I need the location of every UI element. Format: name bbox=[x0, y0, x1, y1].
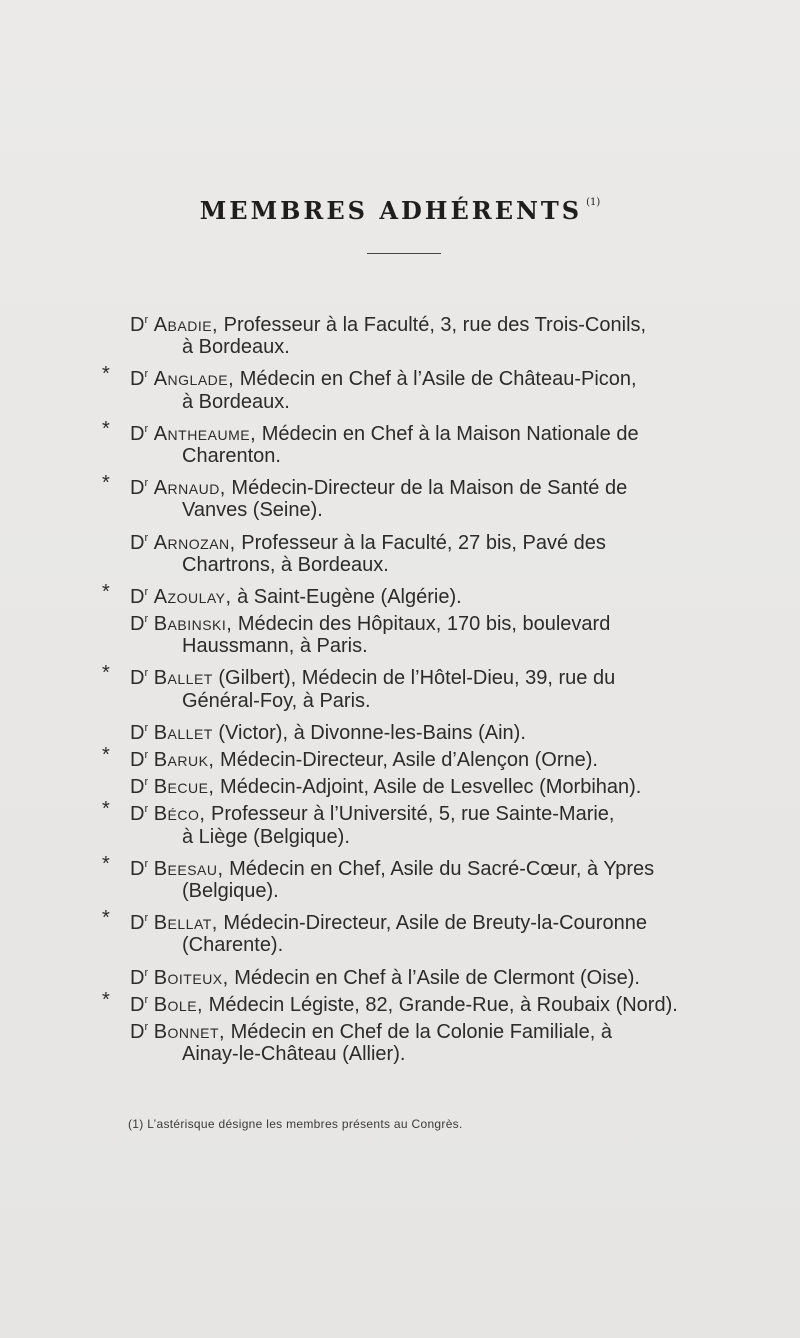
member-entry bbox=[0, 742, 800, 769]
doctor-title-sup: r bbox=[144, 993, 149, 1006]
member-entry bbox=[0, 660, 800, 714]
present-asterisk: * bbox=[102, 852, 110, 875]
doctor-title: $D^r$ bbox=[130, 749, 149, 771]
member-details: (Gilbert), Médecin de l’Hôtel-Dieu, 39, rue du bbox=[212, 667, 616, 690]
member-line bbox=[0, 796, 800, 826]
member-entry bbox=[0, 987, 800, 1014]
doctor-title-sup: r bbox=[144, 749, 149, 761]
member-entry bbox=[0, 851, 800, 905]
member-details: Professeur à la Faculté, 27 bis, Pavé des bbox=[235, 531, 606, 554]
member-details-continued: Général-Foy, à Paris. bbox=[182, 689, 371, 712]
member-line bbox=[0, 579, 800, 606]
member-name: Anglade, bbox=[153, 368, 235, 391]
present-asterisk: * bbox=[102, 907, 110, 930]
member-name: Babinski, bbox=[153, 613, 233, 636]
member-details: Médecin Légiste, 82, Grande-Rue, à Roubaix (Nord). bbox=[203, 993, 678, 1016]
member-name: Bonnet, bbox=[153, 1020, 226, 1043]
member-details: Médecin-Directeur de la Maison de Santé de bbox=[225, 477, 628, 500]
doctor-title-sup: r bbox=[144, 613, 149, 626]
doctor-title-sup: r bbox=[144, 477, 149, 490]
doctor-title-sup: r bbox=[144, 531, 149, 544]
member-line bbox=[0, 470, 800, 500]
page-title-text: MEMBRES ADHÉRENTS bbox=[199, 196, 583, 225]
member-line bbox=[0, 1014, 800, 1041]
doctor-title-sup: r bbox=[144, 721, 149, 734]
doctor-title: $D^r$ bbox=[130, 912, 149, 935]
doctor-title: $D^r$ bbox=[130, 667, 149, 690]
member-details: Médecin en Chef à l’Asile de Château-Picon, bbox=[234, 368, 637, 391]
member-entry bbox=[0, 416, 800, 470]
member-line bbox=[0, 660, 800, 690]
doctor-title-sup: r bbox=[144, 803, 149, 816]
doctor-title-sup: r bbox=[144, 776, 149, 789]
footnote: (1) L’astérisque désigne les membres présents au Congrès. bbox=[128, 1117, 463, 1131]
member-name: Bole, bbox=[153, 993, 204, 1016]
member-details: à Saint-Eugène (Algérie). bbox=[231, 585, 462, 608]
member-name: Arnaud, bbox=[153, 477, 226, 500]
present-asterisk: * bbox=[102, 580, 110, 603]
doctor-title-sup: r bbox=[144, 422, 149, 435]
member-entry bbox=[0, 960, 800, 987]
member-details-continued: à Bordeaux. bbox=[182, 390, 290, 413]
member-details: Médecin-Directeur, Asile de Breuty-la-Couronne bbox=[217, 912, 647, 935]
member-name: Baruk, bbox=[153, 749, 215, 771]
member-details-continued: (Belgique). bbox=[182, 879, 279, 902]
member-entry bbox=[0, 715, 800, 742]
member-details-continued: à Liège (Belgique). bbox=[182, 825, 350, 848]
doctor-title: $D^r$ bbox=[130, 531, 149, 554]
doctor-title-sup: r bbox=[144, 667, 149, 680]
member-details-continued: Haussmann, à Paris. bbox=[182, 635, 368, 658]
member-details-continued: à Bordeaux. bbox=[182, 336, 290, 359]
member-name: Ballet bbox=[153, 721, 213, 744]
title-rule bbox=[367, 253, 441, 254]
doctor-title: $D^r$ bbox=[130, 314, 149, 336]
member-details: Médecin en Chef de la Colonie Familiale, à bbox=[225, 1020, 612, 1043]
member-name: Becue, bbox=[153, 776, 215, 799]
member-entry bbox=[0, 361, 800, 415]
member-line bbox=[0, 742, 800, 769]
doctor-title: $D^r$ bbox=[130, 477, 149, 500]
present-asterisk: * bbox=[102, 662, 110, 685]
member-line bbox=[0, 851, 800, 878]
member-details-continued: Vanves (Seine). bbox=[182, 499, 323, 522]
doctor-title: $D^r$ bbox=[130, 966, 149, 989]
member-details: Médecin en Chef à l’Asile de Clermont (Oise). bbox=[228, 966, 640, 989]
present-asterisk: * bbox=[102, 988, 110, 1011]
member-entry bbox=[0, 1014, 800, 1068]
member-name: Bellat, bbox=[153, 912, 218, 935]
member-details-continued: Ainay-le-Château (Allier). bbox=[182, 1043, 406, 1066]
member-line bbox=[0, 715, 800, 742]
doctor-title: $D^r$ bbox=[130, 993, 149, 1016]
present-asterisk: * bbox=[102, 472, 110, 495]
member-line bbox=[0, 960, 800, 987]
member-entry bbox=[0, 307, 800, 361]
member-list bbox=[0, 307, 800, 1068]
member-details-continued: (Charente). bbox=[182, 934, 284, 957]
doctor-title: $D^r$ bbox=[130, 1020, 149, 1043]
member-details: Professeur à la Faculté, 3, rue des Trois-Conils, bbox=[218, 314, 647, 336]
member-name: Antheaume, bbox=[153, 422, 257, 445]
member-name: Ballet bbox=[153, 667, 213, 690]
present-asterisk: * bbox=[102, 363, 110, 386]
doctor-title-sup: r bbox=[144, 966, 149, 979]
member-entry bbox=[0, 470, 800, 524]
member-line bbox=[0, 525, 800, 552]
doctor-title-sup: r bbox=[144, 585, 149, 598]
member-name: Boiteux, bbox=[153, 966, 229, 989]
doctor-title: $D^r$ bbox=[130, 613, 149, 636]
present-asterisk: * bbox=[102, 417, 110, 440]
member-details: Médecin-Adjoint, Asile de Lesvellec (Morbihan). bbox=[214, 776, 642, 799]
member-line bbox=[0, 416, 800, 443]
member-details-continued: Chartrons, à Bordeaux. bbox=[182, 553, 389, 576]
member-details: (Victor), à Divonne-les-Bains (Ain). bbox=[212, 721, 526, 744]
member-line bbox=[0, 987, 800, 1014]
member-entry bbox=[0, 606, 800, 660]
member-entry bbox=[0, 525, 800, 579]
doctor-title: $D^r$ bbox=[130, 803, 149, 826]
member-line bbox=[0, 307, 800, 334]
page-title bbox=[0, 196, 800, 225]
member-name: Beesau, bbox=[153, 857, 224, 880]
member-name: Azoulay, bbox=[153, 585, 232, 608]
member-details: Médecin en Chef, Asile du Sacré-Cœur, à Ypres bbox=[223, 857, 655, 880]
present-asterisk: * bbox=[102, 744, 110, 766]
doctor-title: $D^r$ bbox=[130, 721, 149, 744]
member-entry bbox=[0, 769, 800, 799]
member-name: Béco, bbox=[153, 803, 206, 826]
footnote-marker: (1) bbox=[586, 197, 601, 208]
doctor-title: $D^r$ bbox=[130, 585, 149, 608]
member-name: Arnozan, bbox=[153, 531, 236, 554]
member-line bbox=[0, 905, 800, 935]
present-asterisk: * bbox=[102, 798, 110, 821]
doctor-title-sup: r bbox=[144, 368, 149, 381]
doctor-title: $D^r$ bbox=[130, 776, 149, 799]
doctor-title: $D^r$ bbox=[130, 368, 149, 391]
doctor-title: $D^r$ bbox=[130, 857, 149, 880]
member-name: Abadie, bbox=[153, 314, 219, 336]
member-line bbox=[0, 606, 800, 636]
member-entry bbox=[0, 796, 800, 850]
member-entry bbox=[0, 905, 800, 959]
doctor-title: $D^r$ bbox=[130, 422, 149, 445]
member-line bbox=[0, 361, 800, 391]
member-details-continued: Charenton. bbox=[182, 444, 281, 467]
member-entry bbox=[0, 579, 800, 606]
member-details: Médecin-Directeur, Asile d’Alençon (Orne). bbox=[214, 749, 598, 771]
doctor-title-sup: r bbox=[144, 314, 149, 326]
member-details: Médecin des Hôpitaux, 170 bis, boulevard bbox=[232, 613, 611, 636]
doctor-title-sup: r bbox=[144, 1020, 149, 1033]
member-details: Médecin en Chef à la Maison Nationale de bbox=[256, 422, 639, 445]
doctor-title-sup: r bbox=[144, 912, 149, 925]
doctor-title-sup: r bbox=[144, 857, 149, 870]
member-details: Professeur à l’Université, 5, rue Sainte-Marie, bbox=[205, 803, 615, 826]
member-line bbox=[0, 769, 800, 799]
